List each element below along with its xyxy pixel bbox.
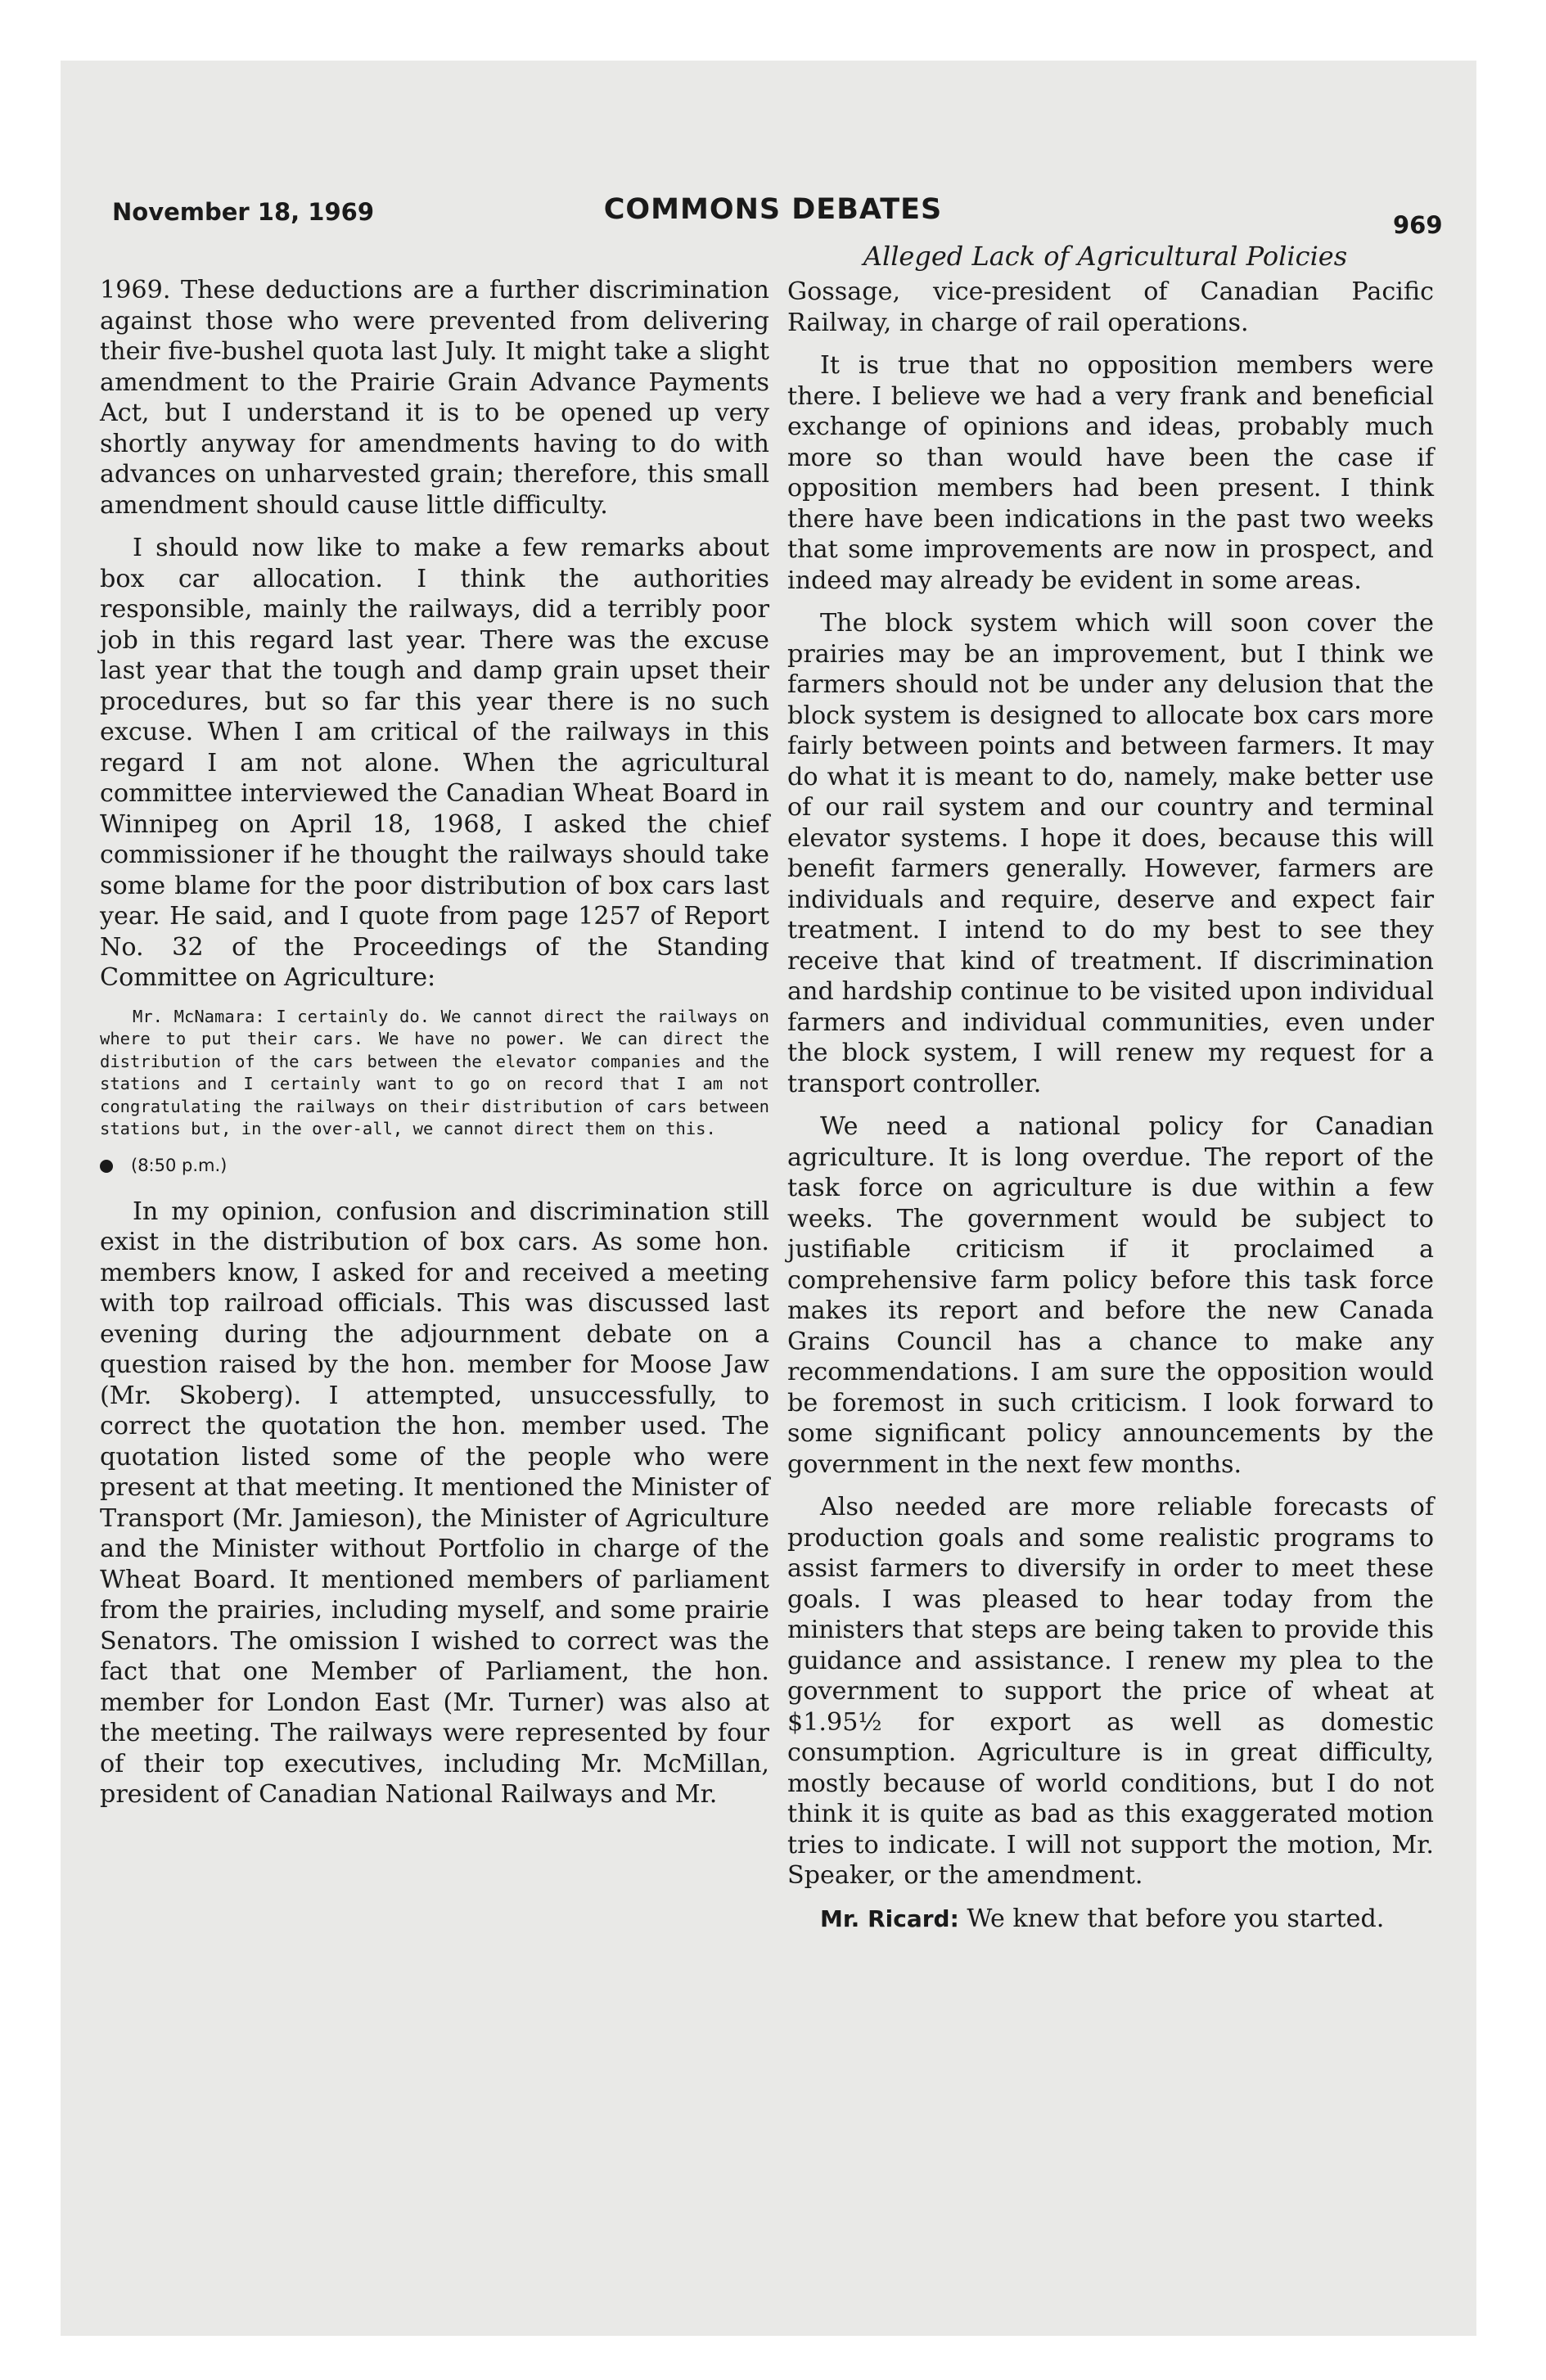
paragraph: Gossage, vice-president of Canadian Pacific Railway, in charge of rail operations.	[787, 277, 1434, 337]
header-date: November 18, 1969	[112, 198, 374, 226]
time-stamp	[100, 1156, 769, 1175]
paragraph: We need a national policy for Canadian agriculture. It is long overdue. The report of the task force on agriculture is due within a few weeks. The government would be subject to justifiable criticism if it proclaimed a comprehensive farm policy before this task force makes its report and before the new Canada Grains Council has a chance to make any recommendations. I am sure the opposition would be foremost in such criticism. I look forward to some significant policy announcements by the government in the next few months.	[787, 1112, 1434, 1479]
header-title: COMMONS DEBATES	[603, 193, 943, 226]
paragraph: In my opinion, confusion and discrimination still exist in the distribution of box cars. As some hon. members know, I asked for and received a meeting with top railroad officials. This was discussed last evening during the adjournment debate on a question raised by the hon. member for Moose Jaw (Mr. Skoberg). I attempted, unsuccessfully, to correct the quotation the hon. member used. The quotation listed some of the people who were present at that meeting. It mentioned the Minister of Transport (Mr. Jamieson), the Minister of Agriculture and the Minister without Portfolio in charge of the Wheat Board. It mentioned members of parliament from the prairies, including myself, and some prairie Senators. The omission I wished to correct was the fact that one Member of Parliament, the hon. member for London East (Mr. Turner) was also at the meeting. The railways were represented by four of their top executives, including Mr. McMillan, president of Canadian National Railways and Mr.	[100, 1197, 769, 1809]
page-number: 969	[1393, 211, 1443, 239]
bullet-icon	[100, 1160, 113, 1173]
speaker-name: Mr. Ricard:	[820, 1904, 959, 1932]
left-column	[100, 275, 769, 1823]
paragraph: The block system which will soon cover the prairies may be an improvement, but I think we farmers should not be under any delusion that the block system is designed to allocate box cars more fairly between points and between farmers. It may do what it is meant to do, namely, make better use of our rail system and our country and terminal elevator systems. I hope it does, because this will benefit farmers generally. However, farmers are individuals and require, deserve and expect fair treatment. I intend to do my best to see they receive that kind of treatment. If discrimination and hardship continue to be visited upon individual farmers and individual communities, even under the block system, I will renew my request for a transport controller.	[787, 609, 1434, 1098]
paragraph: I should now like to make a few remarks about box car allocation. I think the authorities responsible, mainly the railways, did a terribly poor job in this regard last year. There was the excuse last year that the tough and damp grain upset their procedures, but so far this year there is no such excuse. When I am critical of the railways in this regard I am not alone. When the agricultural committee interviewed the Canadian Wheat Board in Winnipeg on April 18, 1968, I asked the chief commissioner if he thought the railways should take some blame for the poor distribution of box cars last year. He said, and I quote from page 1257 of Report No. 32 of the Proceedings of the Standing Committee on Agriculture:	[100, 534, 769, 992]
paragraph: Also needed are more reliable forecasts of production goals and some realistic programs to assist farmers to diversify in order to meet these goals. I was pleased to hear today from the ministers that steps are being taken to provide this guidance and assistance. I renew my plea to the government to support the price of wheat at $1.95½ for export as well as domestic consumption. Agriculture is in great difficulty, mostly because of world conditions, but I do not think it is quite as bad as this exaggerated motion tries to indicate. I will not support the motion, Mr. Speaker, or the amendment.	[787, 1493, 1434, 1890]
speaker-text: We knew that before you started.	[967, 1904, 1385, 1933]
paragraph: 1969. These deductions are a further discrimination against those who were prevented from delivering their five-bushel quota last July. It might take a slight amendment to the Prairie Grain Advance Payments Act, but I understand it is to be opened up very shortly anyway for amendments having to do with advances on unharvested grain; therefore, this small amendment should cause little difficulty.	[100, 276, 769, 520]
time-stamp-text: (8:50 p.m.)	[131, 1155, 228, 1175]
section-subheader: Alleged Lack of Agricultural Policies	[863, 241, 1348, 272]
right-column	[787, 277, 1434, 1946]
paragraph: It is true that no opposition members were there. I believe we had a very frank and beneficial exchange of opinions and ideas, probably much more so than would have been the case if opposition members had been present. I think there have been indications in the past two weeks that some improvements are now in prospect, and indeed may already be evident in some areas.	[787, 351, 1434, 595]
speaker-paragraph	[787, 1904, 1434, 1935]
block-quote: Mr. McNamara: I certainly do. We cannot direct the railways on where to put their cars. We have no power. We can direct the distribution of the cars between the elevator companies and the stations and I certainly want to go on record that I am not congratulating the railways on their distribution of cars between stations but, in the over-all, we cannot direct them on this.	[100, 1006, 769, 1138]
